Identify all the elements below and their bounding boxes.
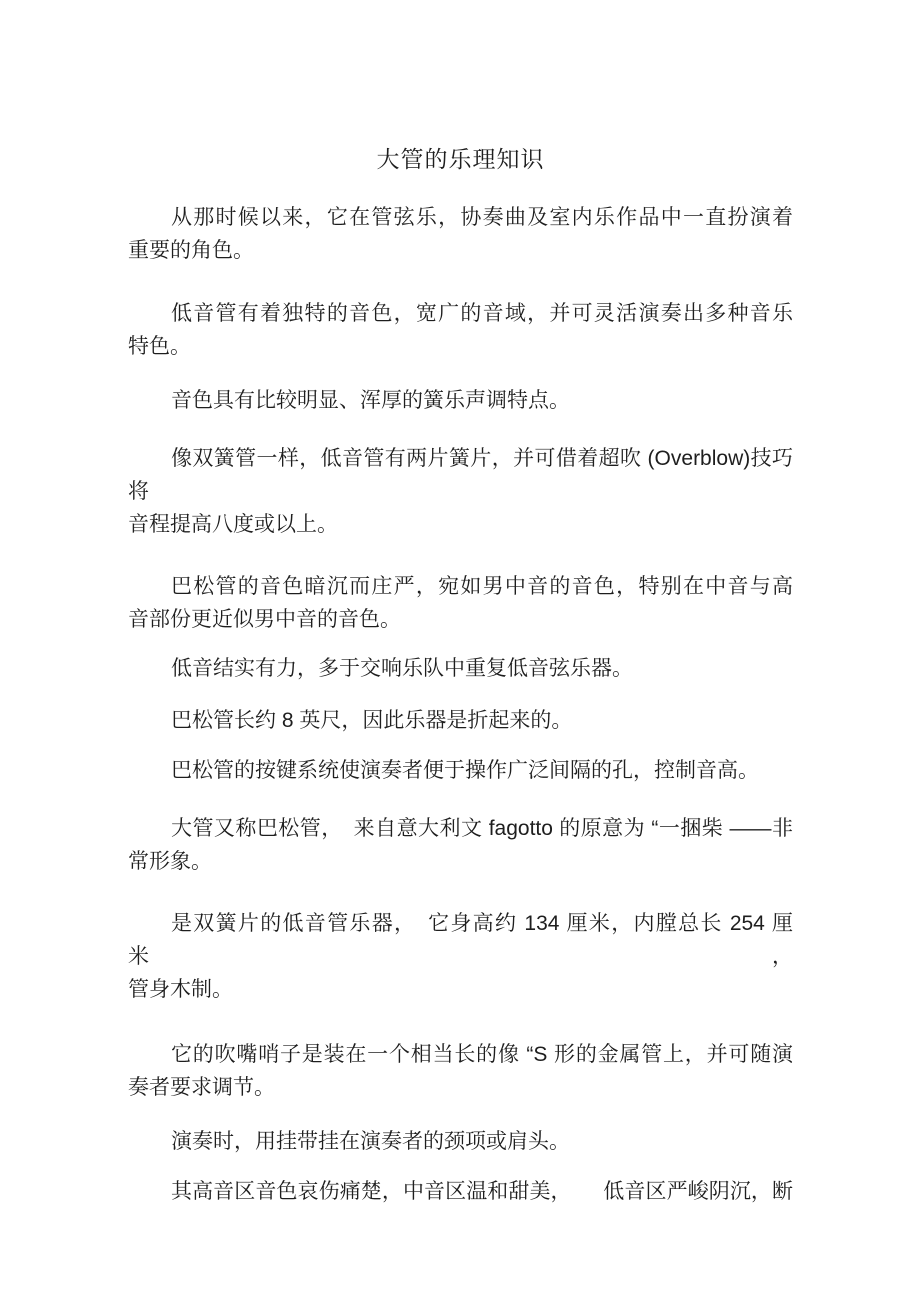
paragraph <box>128 907 793 1006</box>
text-line: 低音结实有力，多于交响乐队中重复低音弦乐器。 <box>171 657 633 680</box>
paragraph <box>128 754 793 787</box>
paragraph <box>128 297 793 363</box>
text-line: 奏者要求调节。 <box>128 1076 275 1099</box>
text-line: 巴松管的按键系统使演奏者便于操作广泛间隔的孔，控制音高。 <box>171 759 759 782</box>
text-line: 常形象。 <box>128 850 212 873</box>
paragraph <box>128 384 793 417</box>
text-line: 音部份更近似男中音的音色。 <box>128 608 401 631</box>
text-line: 音色具有比较明显、浑厚的簧乐声调特点。 <box>171 389 570 412</box>
text-line: 低音管有着独特的音色，宽广的音域，并可灵活演奏出多种音乐 <box>171 302 793 325</box>
paragraph <box>128 1038 793 1104</box>
paragraph <box>128 1175 793 1208</box>
text-line: 管身木制。 <box>128 978 233 1001</box>
paragraph <box>128 1125 793 1158</box>
paragraph <box>128 442 793 541</box>
paragraph <box>128 704 793 737</box>
text-line: 其高音区音色哀伤痛楚，中音区温和甜美， 低音区严峻阴沉，断 <box>171 1180 793 1203</box>
text-line: 它的吹嘴哨子是装在一个相当长的像 “S 形的金属管上，并可随演 <box>171 1043 793 1066</box>
text-line: 巴松管长约 8 英尺，因此乐器是折起来的。 <box>171 709 573 732</box>
text-line: 大管又称巴松管， 来自意大利文 fagotto 的原意为 “一捆柴 ——非 <box>171 817 793 840</box>
text-line: 音程提高八度或以上。 <box>128 513 338 536</box>
text-line: 演奏时，用挂带挂在演奏者的颈项或肩头。 <box>171 1130 570 1153</box>
text-line: 特色。 <box>128 335 191 358</box>
paragraph <box>128 201 793 267</box>
paragraph <box>128 812 793 878</box>
paragraph <box>128 652 793 685</box>
text-line: 巴松管的音色暗沉而庄严，宛如男中音的音色，特别在中音与高 <box>171 575 793 598</box>
text-line: 重要的角色。 <box>128 239 254 262</box>
text-line: 从那时候以来，它在管弦乐，协奏曲及室内乐作品中一直扮演着 <box>171 206 793 229</box>
document-content <box>128 0 793 1208</box>
text-line: 像双簧管一样，低音管有两片簧片，并可借着超吹 (Overblow)技巧将 <box>128 447 793 503</box>
page-title: 大管的乐理知识 <box>376 146 545 172</box>
paragraph <box>128 570 793 636</box>
text-line: 是双簧片的低音管乐器， 它身高约 134 厘米，内膛总长 254 厘米， <box>128 912 793 968</box>
